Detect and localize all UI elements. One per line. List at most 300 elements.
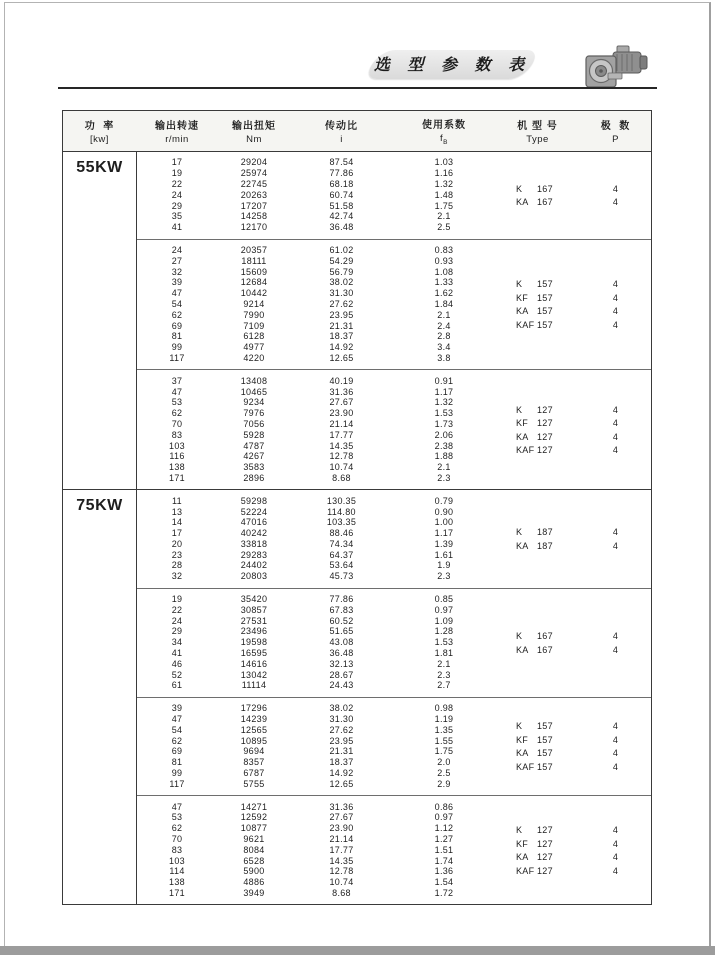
speed-cell: 81 <box>171 331 183 342</box>
ratio-cell: 60.52 <box>329 615 354 626</box>
torque-cell: 10895 <box>240 735 268 746</box>
model-size: 157 <box>537 748 553 759</box>
poles-label: 极 数 <box>600 121 631 132</box>
poles-unit: P <box>612 134 619 145</box>
torque-cell: 5755 <box>243 778 265 789</box>
ratio-cell: 51.58 <box>329 200 354 211</box>
torque-cell: 6128 <box>243 331 265 342</box>
factor-cell: 0.98 <box>434 703 454 714</box>
model-row <box>495 760 651 774</box>
torque-cell: 9694 <box>243 746 265 757</box>
ratio-block <box>136 588 651 697</box>
poles-value: 4 <box>612 279 619 290</box>
model-row <box>495 403 651 417</box>
ratio-cell: 103.35 <box>326 517 357 528</box>
factor-unit-main: f <box>440 133 444 145</box>
speed-unit: r/min <box>165 134 189 145</box>
factor-cell: 1.55 <box>434 735 454 746</box>
torque-cell: 35420 <box>240 594 268 605</box>
model-name <box>495 645 580 655</box>
model-size: 167 <box>537 644 553 655</box>
speed-cell: 32 <box>171 266 183 277</box>
ratio-cell: 60.74 <box>329 189 354 200</box>
ratio-cell: 32.13 <box>329 658 354 669</box>
speed-cell: 54 <box>171 298 183 309</box>
speed-cell: 138 <box>169 877 185 888</box>
model-name <box>495 541 580 551</box>
ratio-cell: 21.31 <box>329 320 354 331</box>
torque-cell: 17207 <box>240 200 268 211</box>
torque-cell: 14616 <box>240 658 268 669</box>
ratio-cell: 38.02 <box>329 277 354 288</box>
torque-cell: 29283 <box>240 549 268 560</box>
factor-cell: 0.90 <box>434 506 454 517</box>
factor-cell: 1.84 <box>434 298 454 309</box>
factor-cell: 1.27 <box>434 834 454 845</box>
torque-cell: 52224 <box>240 506 268 517</box>
speed-cell: 20 <box>171 538 183 549</box>
poles-value: 4 <box>612 404 619 415</box>
speed-cell: 103 <box>169 440 185 451</box>
speed-cell: 116 <box>169 451 185 462</box>
model-series: KAF <box>516 865 535 876</box>
torque-cell: 19598 <box>240 637 268 648</box>
torque-cell: 15609 <box>240 266 268 277</box>
poles-value: 4 <box>612 721 619 732</box>
poles-value: 4 <box>612 418 619 429</box>
ratio-cell: 12.65 <box>329 352 354 363</box>
table-header-row <box>63 111 651 152</box>
torque-cell: 29204 <box>240 157 268 168</box>
model-row <box>495 430 651 444</box>
ratio-block <box>136 152 651 239</box>
model-name <box>495 866 580 876</box>
model-size: 167 <box>537 183 553 194</box>
speed-cell: 70 <box>171 418 183 429</box>
speed-cell: 81 <box>171 757 183 768</box>
speed-cell: 47 <box>171 288 183 299</box>
speed-cell: 70 <box>171 834 183 845</box>
ratio-cell: 17.77 <box>329 429 354 440</box>
torque-cell: 24402 <box>240 560 268 571</box>
speed-cell: 69 <box>171 320 183 331</box>
ratio-cell: 17.77 <box>329 844 354 855</box>
model-name <box>495 721 580 731</box>
model-name <box>495 405 580 415</box>
ratio-cell: 31.36 <box>329 386 354 397</box>
ratio-cell: 61.02 <box>329 244 354 255</box>
model-size: 127 <box>537 431 553 442</box>
model-series: K <box>516 825 523 836</box>
torque-unit: Nm <box>246 134 262 145</box>
factor-cell: 1.54 <box>434 877 454 888</box>
model-series: KA <box>516 431 529 442</box>
torque-cell: 4886 <box>243 877 265 888</box>
power-unit: [kw] <box>90 134 109 145</box>
ratio-cell: 31.30 <box>329 288 354 299</box>
torque-cell: 5900 <box>243 866 265 877</box>
speed-cell: 52 <box>171 669 183 680</box>
model-series: K <box>516 183 523 194</box>
ratio-cell: 45.73 <box>329 571 354 582</box>
speed-cell: 171 <box>169 472 185 483</box>
model-name <box>495 184 580 194</box>
factor-cell: 2.38 <box>434 440 454 451</box>
torque-cell: 22745 <box>240 178 268 189</box>
ratio-cell: 36.48 <box>329 648 354 659</box>
model-overlay <box>495 589 651 697</box>
speed-cell: 47 <box>171 714 183 725</box>
speed-cell: 39 <box>171 277 183 288</box>
speed-cell: 19 <box>171 168 183 179</box>
model-name <box>495 445 580 455</box>
factor-cell: 1.32 <box>434 178 454 189</box>
ratio-cell: 27.67 <box>329 812 354 823</box>
factor-cell: 2.5 <box>437 222 451 233</box>
model-row <box>495 182 651 196</box>
torque-cell: 17296 <box>240 703 268 714</box>
speed-cell: 99 <box>171 768 183 779</box>
ratio-cell: 87.54 <box>329 157 354 168</box>
ratio-cell: 8.68 <box>332 472 351 483</box>
torque-cell: 20357 <box>240 244 268 255</box>
ratio-cell: 12.65 <box>329 778 354 789</box>
factor-cell: 2.3 <box>437 571 451 582</box>
model-series: KA <box>516 644 529 655</box>
ratio-cell: 12.78 <box>329 451 354 462</box>
ratio-cell: 77.86 <box>329 168 354 179</box>
ratio-cell: 54.29 <box>329 255 354 266</box>
model-unit: Type <box>526 134 549 145</box>
poles-value: 4 <box>612 445 619 456</box>
ratio-cell: 40.19 <box>329 375 354 386</box>
speed-cell: 11 <box>172 495 182 506</box>
model-name <box>495 432 580 442</box>
ratio-cell: 18.37 <box>329 331 354 342</box>
factor-cell: 0.97 <box>434 812 454 823</box>
col-header-speed <box>136 111 218 151</box>
torque-cell: 25974 <box>240 168 268 179</box>
header-rule <box>58 87 657 89</box>
poles-value: 4 <box>612 527 619 538</box>
ratio-cell: 8.68 <box>332 888 351 898</box>
speed-cell: 29 <box>171 200 183 211</box>
model-series: KF <box>516 292 529 303</box>
model-name <box>495 839 580 849</box>
factor-cell: 1.35 <box>434 724 454 735</box>
model-size: 157 <box>537 279 553 290</box>
poles-value: 4 <box>612 748 619 759</box>
model-overlay <box>495 698 651 795</box>
model-series: K <box>516 404 523 415</box>
factor-cell: 3.4 <box>437 342 451 353</box>
power-value: 55KW <box>76 159 123 176</box>
ratio-unit: i <box>340 134 343 145</box>
factor-cell: 1.75 <box>434 746 454 757</box>
ratio-cell: 27.62 <box>329 298 354 309</box>
poles-value: 4 <box>612 306 619 317</box>
speed-cell: 19 <box>171 594 183 605</box>
poles-value: 4 <box>612 734 619 745</box>
torque-cell: 12565 <box>240 724 268 735</box>
ratio-cell: 23.90 <box>329 823 354 834</box>
ratio-cell: 14.92 <box>329 342 354 353</box>
factor-cell: 3.8 <box>437 352 451 363</box>
model-series: KA <box>516 748 529 759</box>
model-overlay <box>495 152 651 239</box>
model-size: 127 <box>537 404 553 415</box>
model-overlay <box>495 240 651 370</box>
torque-cell: 10465 <box>240 386 268 397</box>
speed-cell: 62 <box>171 823 183 834</box>
factor-cell: 1.39 <box>434 538 454 549</box>
poles-value: 4 <box>612 183 619 194</box>
speed-cell: 47 <box>171 386 183 397</box>
factor-cell: 0.86 <box>434 801 454 812</box>
poles-value: 4 <box>612 292 619 303</box>
table-body <box>63 152 651 904</box>
model-overlay <box>495 796 651 904</box>
model-size: 167 <box>537 631 553 642</box>
model-size: 167 <box>537 197 553 208</box>
model-name <box>495 306 580 316</box>
factor-cell: 2.3 <box>437 669 451 680</box>
speed-cell: 117 <box>169 352 185 363</box>
speed-cell: 24 <box>171 615 183 626</box>
ratio-cell: 18.37 <box>329 757 354 768</box>
factor-cell: 2.1 <box>437 658 451 669</box>
ratio-cell: 23.95 <box>329 309 354 320</box>
torque-cell: 14271 <box>240 801 268 812</box>
speed-cell: 53 <box>171 812 183 823</box>
torque-cell: 14239 <box>240 714 268 725</box>
speed-cell: 53 <box>171 397 183 408</box>
model-size: 127 <box>537 418 553 429</box>
speed-cell: 54 <box>171 724 183 735</box>
speed-cell: 83 <box>171 429 183 440</box>
model-overlay <box>495 490 651 587</box>
factor-cell: 0.93 <box>434 255 454 266</box>
model-size: 187 <box>537 527 553 538</box>
model-name <box>495 418 580 428</box>
torque-cell: 12170 <box>240 222 268 233</box>
model-row <box>495 720 651 734</box>
factor-cell: 0.97 <box>434 604 454 615</box>
model-row <box>495 837 651 851</box>
ratio-cell: 21.14 <box>329 418 354 429</box>
poles-value: 4 <box>612 838 619 849</box>
factor-cell: 1.53 <box>434 637 454 648</box>
model-size: 157 <box>537 734 553 745</box>
factor-cell: 1.19 <box>434 714 454 725</box>
factor-cell: 1.9 <box>437 560 451 571</box>
ratio-blocks <box>136 490 651 904</box>
col-header-torque <box>218 111 290 151</box>
factor-cell: 1.88 <box>434 451 454 462</box>
page-title: 选 型 参 数 表 <box>373 55 531 74</box>
torque-cell: 4977 <box>243 342 265 353</box>
col-header-power <box>63 111 136 151</box>
speed-cell: 171 <box>169 888 185 898</box>
model-row <box>495 747 651 761</box>
factor-cell: 1.53 <box>434 408 454 419</box>
torque-cell: 30857 <box>240 604 268 615</box>
ratio-cell: 21.31 <box>329 746 354 757</box>
poles-value: 4 <box>612 852 619 863</box>
factor-cell: 2.3 <box>437 472 451 483</box>
speed-cell: 17 <box>171 528 183 539</box>
ratio-cell: 68.18 <box>329 178 354 189</box>
poles-value: 4 <box>612 431 619 442</box>
torque-cell: 4267 <box>243 451 265 462</box>
torque-cell: 47016 <box>240 517 268 528</box>
ratio-cell: 67.83 <box>329 604 354 615</box>
model-name <box>495 631 580 641</box>
ratio-cell: 14.35 <box>329 440 354 451</box>
speed-cell: 29 <box>171 626 183 637</box>
torque-cell: 13408 <box>240 375 268 386</box>
ratio-cell: 31.30 <box>329 714 354 725</box>
factor-cell: 1.28 <box>434 626 454 637</box>
model-row <box>495 291 651 305</box>
factor-cell: 0.83 <box>434 244 454 255</box>
ratio-block <box>136 369 651 489</box>
factor-cell: 2.5 <box>437 768 451 779</box>
ratio-cell: 114.80 <box>327 506 356 517</box>
ratio-cell: 77.86 <box>329 594 354 605</box>
model-name <box>495 825 580 835</box>
ratio-cell: 21.14 <box>329 834 354 845</box>
torque-cell: 6787 <box>243 768 265 779</box>
factor-cell: 1.61 <box>434 549 454 560</box>
torque-cell: 3583 <box>243 462 265 473</box>
factor-label: 使用系数 <box>422 120 466 132</box>
model-series: KA <box>516 306 529 317</box>
factor-cell: 1.03 <box>434 157 454 168</box>
model-name <box>495 293 580 303</box>
speed-cell: 47 <box>171 801 183 812</box>
ratio-cell: 43.08 <box>329 637 354 648</box>
speed-cell: 39 <box>171 703 183 714</box>
speed-cell: 13 <box>171 506 183 517</box>
factor-cell: 1.17 <box>434 528 454 539</box>
factor-cell: 1.12 <box>434 823 454 834</box>
speed-cell: 61 <box>171 680 183 691</box>
torque-cell: 2896 <box>243 472 265 483</box>
ratio-cell: 28.67 <box>329 669 354 680</box>
model-row <box>495 629 651 643</box>
poles-value: 4 <box>612 319 619 330</box>
model-name <box>495 197 580 207</box>
factor-cell: 1.72 <box>434 888 454 898</box>
model-series: KA <box>516 540 529 551</box>
model-overlay <box>495 370 651 489</box>
model-series: KAF <box>516 319 535 330</box>
model-row <box>495 823 651 837</box>
torque-label: 输出扭矩 <box>232 121 276 132</box>
model-label: 机 型 号 <box>517 121 558 132</box>
torque-cell: 10442 <box>240 288 268 299</box>
power-group <box>63 489 651 904</box>
torque-cell: 4220 <box>243 352 265 363</box>
model-series: KA <box>516 852 529 863</box>
model-size: 127 <box>537 445 553 456</box>
model-series: K <box>516 279 523 290</box>
ratio-cell: 27.62 <box>329 724 354 735</box>
ratio-cell: 130.35 <box>326 495 357 506</box>
model-row <box>495 416 651 430</box>
speed-label: 输出转速 <box>155 121 199 132</box>
poles-value: 4 <box>612 631 619 642</box>
model-name <box>495 762 580 772</box>
ratio-block <box>136 795 651 904</box>
poles-value: 4 <box>612 761 619 772</box>
model-row <box>495 850 651 864</box>
factor-cell: 2.0 <box>437 757 451 768</box>
factor-cell: 1.09 <box>434 615 454 626</box>
factor-cell: 2.06 <box>434 429 454 440</box>
torque-cell: 20263 <box>240 189 268 200</box>
speed-cell: 24 <box>171 189 183 200</box>
torque-cell: 7056 <box>243 418 265 429</box>
factor-cell: 1.32 <box>434 397 454 408</box>
ratio-cell: 51.65 <box>329 626 354 637</box>
speed-cell: 69 <box>171 746 183 757</box>
torque-cell: 4787 <box>243 440 265 451</box>
ratio-cell: 31.36 <box>329 801 354 812</box>
factor-cell: 0.79 <box>434 495 454 506</box>
ratio-blocks <box>136 152 651 489</box>
model-series: KF <box>516 734 529 745</box>
model-row <box>495 195 651 209</box>
ratio-block <box>136 239 651 370</box>
model-size: 127 <box>537 825 553 836</box>
ratio-cell: 38.02 <box>329 703 354 714</box>
speed-cell: 23 <box>171 549 183 560</box>
model-row <box>495 526 651 540</box>
col-header-factor <box>393 111 495 151</box>
factor-cell: 2.8 <box>437 331 451 342</box>
speed-cell: 103 <box>169 855 185 866</box>
ratio-cell: 88.46 <box>329 528 354 539</box>
ratio-cell: 24.43 <box>329 680 354 691</box>
torque-cell: 7990 <box>243 309 265 320</box>
torque-cell: 7976 <box>243 408 265 419</box>
factor-cell: 1.08 <box>434 266 454 277</box>
factor-cell: 1.51 <box>434 844 454 855</box>
speed-cell: 62 <box>171 309 183 320</box>
ratio-cell: 53.64 <box>329 560 354 571</box>
speed-cell: 17 <box>171 157 183 168</box>
torque-cell: 5928 <box>243 429 265 440</box>
speed-cell: 22 <box>171 604 183 615</box>
factor-cell: 2.1 <box>437 462 451 473</box>
torque-cell: 16595 <box>240 648 268 659</box>
speed-cell: 46 <box>171 658 183 669</box>
factor-unit <box>440 133 448 146</box>
ratio-cell: 23.90 <box>329 408 354 419</box>
poles-value: 4 <box>612 865 619 876</box>
speed-cell: 37 <box>171 375 183 386</box>
speed-cell: 41 <box>171 648 183 659</box>
model-series: KF <box>516 838 529 849</box>
ratio-cell: 10.74 <box>329 462 354 473</box>
speed-cell: 14 <box>171 517 183 528</box>
model-name <box>495 735 580 745</box>
factor-cell: 1.17 <box>434 386 454 397</box>
speed-cell: 32 <box>171 571 183 582</box>
poles-value: 4 <box>612 540 619 551</box>
